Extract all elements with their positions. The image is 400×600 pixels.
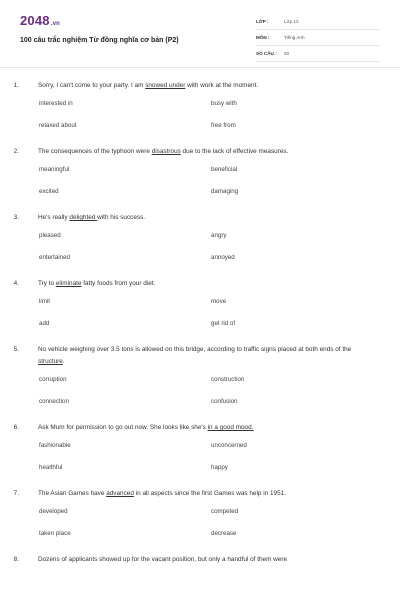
question-number: 2. <box>13 148 19 155</box>
meta-label: LỚP : <box>256 19 269 24</box>
question-number: 7. <box>13 490 19 497</box>
header-divider <box>0 67 400 68</box>
question-number: 3. <box>13 214 19 221</box>
answer-option[interactable]: busy with <box>211 100 237 107</box>
answer-option[interactable]: meaningful <box>39 166 70 173</box>
answer-options <box>0 98 400 132</box>
answer-option[interactable]: relaxed about <box>39 122 77 129</box>
answer-options <box>0 440 400 474</box>
answer-option[interactable]: entertained <box>39 254 70 261</box>
meta-value: 20 <box>284 51 290 56</box>
question-text: No vehicle weighing over 3.5 tons is allowed on this bridge, according to traffic signs placed at both ends of the structure. <box>38 346 352 365</box>
question-6 <box>0 422 400 474</box>
answer-option[interactable]: fashionable <box>39 442 71 449</box>
site-logo[interactable] <box>20 13 60 28</box>
answer-option[interactable]: annoyed <box>211 254 235 261</box>
answer-option[interactable]: connection <box>39 398 69 405</box>
question-text: The consequences of the typhoon were disastrous due to the lack of effective measures. <box>38 148 289 155</box>
question-text: Dozens of applicants showed up for the vacant position, but only a handful of them were <box>38 556 288 563</box>
answer-option[interactable]: competed <box>211 508 239 515</box>
answer-option[interactable]: angry <box>211 232 227 239</box>
underlined-word: in a good mood. <box>207 424 254 431</box>
question-3 <box>0 212 400 264</box>
answer-option[interactable]: confusion <box>211 398 238 405</box>
question-stem <box>0 344 400 368</box>
answer-option[interactable]: free from <box>211 122 236 129</box>
meta-label: SỐ CÂU : <box>256 51 277 56</box>
answer-options <box>0 296 400 330</box>
answer-option[interactable]: limit <box>39 298 50 305</box>
underlined-word: delighted <box>69 214 98 221</box>
question-stem <box>0 146 400 158</box>
answer-option[interactable]: happy <box>211 464 228 471</box>
answer-option[interactable]: interested in <box>39 100 73 107</box>
underlined-word: structure <box>38 358 63 365</box>
question-2 <box>0 146 400 198</box>
answer-options <box>0 164 400 198</box>
answer-option[interactable]: corruption <box>39 376 67 383</box>
logo-sub: .vn <box>50 21 61 27</box>
answer-options <box>0 230 400 264</box>
question-1 <box>0 80 400 132</box>
meta-row-count <box>256 46 380 62</box>
meta-row-class <box>256 14 380 30</box>
answer-option[interactable]: damaging <box>211 188 239 195</box>
question-number: 5. <box>13 346 19 353</box>
answer-option[interactable]: get rid of <box>211 320 236 327</box>
question-stem <box>0 488 400 500</box>
question-number: 4. <box>13 280 19 287</box>
answer-option[interactable]: decrease <box>211 530 237 537</box>
answer-options <box>0 506 400 540</box>
answer-option[interactable]: move <box>211 298 227 305</box>
question-number: 6. <box>13 424 19 431</box>
meta-label: MÔN : <box>256 35 270 40</box>
answer-option[interactable]: developed <box>39 508 68 515</box>
underlined-word: disastrous <box>151 148 181 155</box>
question-8 <box>0 554 400 566</box>
question-list <box>0 80 400 580</box>
question-text: Sorry, I can't come to your party. I am snowed under with work at the moment. <box>38 82 259 89</box>
meta-value: Tiếng Anh <box>284 35 305 40</box>
question-4 <box>0 278 400 330</box>
question-stem <box>0 278 400 290</box>
question-text: Try to eliminate fatty foods from your diet. <box>38 280 156 287</box>
answer-option[interactable]: excited <box>39 188 59 195</box>
answer-option[interactable]: add <box>39 320 50 327</box>
answer-option[interactable]: healthful <box>39 464 63 471</box>
question-stem <box>0 554 400 566</box>
worksheet-title: 100 câu trắc nghiệm Từ đồng nghĩa cơ bản (P2) <box>20 37 179 44</box>
question-5 <box>0 344 400 408</box>
question-stem <box>0 212 400 224</box>
worksheet-header <box>0 0 400 64</box>
answer-option[interactable]: pleased <box>39 232 61 239</box>
underlined-word: eliminate <box>55 280 82 287</box>
underlined-word: advanced <box>106 490 134 497</box>
answer-options <box>0 374 400 408</box>
question-text: Ask Mum for permission to go out now. She looks like she's in a good mood. <box>38 424 254 431</box>
question-7 <box>0 488 400 540</box>
meta-info <box>256 14 380 62</box>
question-number: 1. <box>13 82 19 89</box>
question-stem <box>0 80 400 92</box>
question-text: He's really delighted with his success. <box>38 214 146 221</box>
answer-option[interactable]: construction <box>211 376 245 383</box>
logo-main: 2048 <box>20 13 50 28</box>
underlined-word: snowed under <box>145 82 186 89</box>
question-text: The Asian Games have advanced in all aspects since the first Games was help in 1951. <box>38 490 286 497</box>
question-stem <box>0 422 400 434</box>
answer-option[interactable]: taken place <box>39 530 71 537</box>
answer-option[interactable]: beneficial <box>211 166 238 173</box>
answer-option[interactable]: unconcerned <box>211 442 247 449</box>
question-number: 8. <box>13 556 19 563</box>
meta-row-subject <box>256 30 380 46</box>
meta-value: Lớp 12 <box>284 19 299 24</box>
